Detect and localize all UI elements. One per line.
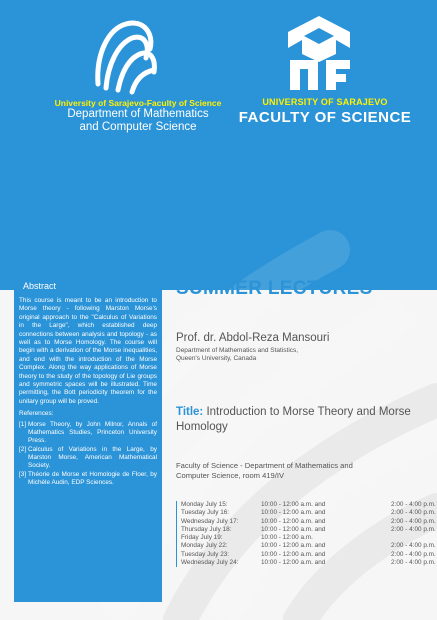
reference-number: [1]: [19, 421, 27, 429]
references-heading: References:: [19, 410, 54, 418]
faculty-line: FACULTY OF SCIENCE: [238, 109, 412, 126]
schedule-row: [181, 518, 436, 526]
title-text: Introduction to Morse Theory and Morse Homology: [176, 406, 411, 433]
schedule-day: Tuesday July 16:: [181, 509, 230, 517]
university-line: UNIVERSITY OF SARAJEVO: [262, 97, 388, 107]
location-line-2: Computer Science, room 419/IV: [176, 471, 285, 480]
affiliation-line-2: Queen's University, Canada: [176, 355, 257, 362]
dept-name-line-2: and Computer Science: [79, 121, 197, 133]
reference-text: Théorie de Morse et Homologie de Floer, by Michèle Audin, EDP Sciences.: [28, 470, 157, 486]
speaker-name: Prof. dr. Abdol-Reza Mansouri: [176, 332, 330, 344]
schedule-day: Wednesday July 17:: [181, 517, 239, 525]
reference-text: Morse Theory, by John Milnor, Annals of Mathematics Studies, Princeton University Press.: [28, 421, 157, 445]
schedule-row: [181, 501, 436, 509]
schedule-row: [181, 534, 436, 542]
affiliation-line: Department of Mathematics and Statistics,: [176, 347, 299, 354]
schedule-row: [181, 551, 436, 559]
faculty-name: [236, 97, 414, 126]
schedule-list: [176, 501, 436, 567]
schedule-afternoon: 2:00 - 4:00 p.m.: [391, 501, 436, 508]
abstract-panel: [14, 277, 162, 602]
speaker-affiliation: [176, 347, 298, 363]
schedule-row: [181, 542, 436, 550]
reference-number: [3]: [19, 470, 27, 478]
page-title: SUMMER LECTURES: [176, 278, 373, 299]
lecture-title: [176, 405, 426, 434]
faculty-logo-icon: [284, 14, 354, 92]
schedule-afternoon: 2:00 - 4:00 p.m.: [391, 517, 436, 525]
schedule-morning: 10:00 - 12:00 a.m. and: [261, 509, 326, 517]
reference-number: [2]: [19, 446, 27, 453]
schedule-morning: 10:00 - 12:00 a.m. and: [261, 517, 326, 525]
schedule-day: Thursday July 18:: [181, 525, 232, 533]
department-name: [30, 98, 246, 134]
schedule-afternoon: 2:00 - 4:00 p.m.: [391, 525, 436, 533]
dept-name-line: Department of Mathematics: [67, 108, 209, 120]
schedule-afternoon: 2:00 - 4:00 p.m.: [391, 559, 436, 567]
reference-item: [19, 471, 157, 487]
reference-item: [19, 421, 157, 445]
abstract-heading: Abstract: [23, 281, 57, 291]
schedule-morning: 10:00 - 12:00 a.m. and: [261, 525, 326, 533]
schedule-day: Tuesday July 23:: [181, 550, 230, 558]
department-logo-icon: [88, 14, 164, 96]
reference-item: [19, 446, 157, 470]
schedule-day: Monday July 22:: [181, 542, 228, 550]
location-line: Faculty of Science - Department of Mathematics and: [176, 461, 353, 470]
schedule-row: [181, 509, 436, 517]
schedule-morning: 10:00 - 12:00 a.m. and: [261, 542, 326, 550]
schedule-row: [181, 559, 436, 567]
schedule-morning: 10:00 - 12:00 a.m. and: [261, 559, 326, 567]
schedule-day: Friday July 19:: [181, 534, 223, 542]
references-list: [19, 421, 157, 486]
schedule-day: Monday July 15:: [181, 501, 228, 508]
dept-university-line: University of Sarajevo-Faculty of Science: [54, 98, 222, 108]
lecture-location: [176, 461, 426, 481]
schedule-afternoon: 2:00 - 4:00 p.m.: [391, 550, 436, 558]
schedule-afternoon: 2:00 - 4:00 p.m.: [391, 509, 436, 517]
schedule-morning: 10:00 - 12:00 a.m. and: [261, 550, 326, 558]
schedule-row: [181, 526, 436, 534]
schedule-morning: 10:00 - 12:00 a.m.: [261, 534, 313, 542]
abstract-body: This course is meant to be an introduction to Morse theory - following Marston Morse's original approach to the "Calculus of Variations in the Large", which established deep connections between analysis and topology - as well as to Morse Homology. The course will begin with a derivation of the Morse inequalities, and end with the introduction of the Morse Complex. Along the way applications of Morse theory to the study of the topology of Lie groups and symmetric spaces will be illustrated. Time permitting, the Bott periodicity theorem for the unitary group will be proved.: [19, 297, 157, 405]
schedule-day: Wednesday July 24:: [181, 559, 239, 567]
schedule-afternoon: 2:00 - 4:00 p.m.: [391, 542, 436, 550]
title-label: Title:: [176, 406, 204, 418]
reference-text: Calculus of Variations in the Large, by Marston Morse, American Mathematical Society.: [28, 446, 157, 469]
schedule-morning: 10:00 - 12:00 a.m. and: [261, 501, 326, 508]
